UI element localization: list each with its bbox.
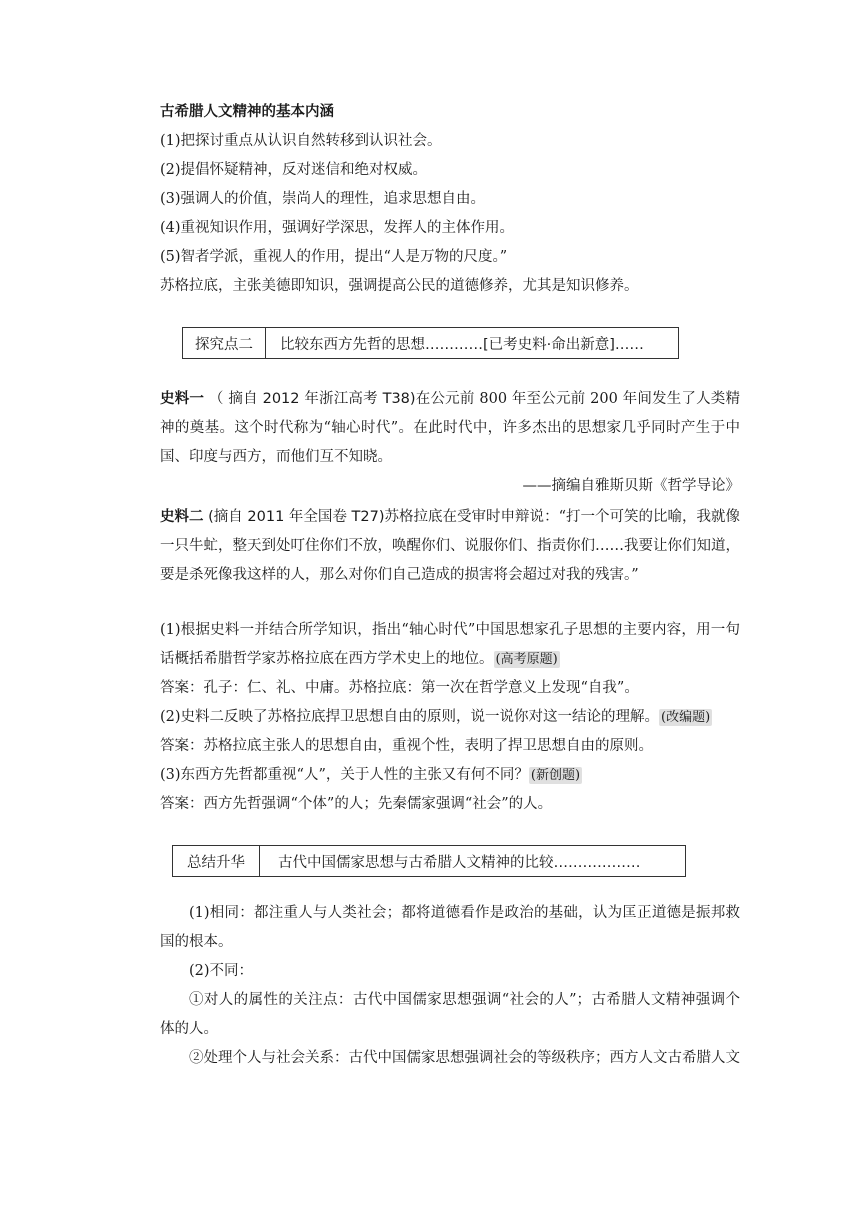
source-credit: ——摘编自雅斯贝斯《哲学导论》 [522, 478, 740, 494]
question-text: (3)东西方先哲都重视“人”，关于人性的主张又有何不同？ [160, 767, 529, 783]
question [160, 761, 740, 790]
question-badge: (新创题) [530, 768, 581, 783]
answer: 答案：孔子：仁、礼、中庸。苏格拉底：第一次在哲学意义上发现“自我”。 [160, 680, 639, 696]
source-citation: (摘自 2011 年全国卷 T27) [208, 509, 385, 525]
question [160, 703, 740, 732]
question-badge: (改编题) [661, 710, 711, 725]
question [160, 616, 740, 674]
list-item: (5)智者学派，重视人的作用，提出“人是万物的尺度。” [160, 249, 508, 265]
section-title: 古希腊人文精神的基本内涵 [160, 104, 334, 120]
explore-box [182, 327, 679, 359]
answer: 答案：苏格拉底主张人的思想自由，重视个性，表明了捍卫思想自由的原则。 [160, 738, 653, 754]
list-item: (2)提倡怀疑精神，反对迷信和绝对权威。 [160, 162, 428, 178]
summary-paragraph: ①对人的属性的关注点：古代中国儒家思想强调“社会的人”；古希腊人文精神强调个体的人。 [160, 992, 740, 1037]
summary-box [172, 845, 686, 877]
source-label: 史料二 [160, 509, 204, 525]
source-two [160, 503, 740, 590]
document-page [160, 98, 740, 1073]
source-citation: （ 摘自 2012 年浙江高考 T38) [208, 391, 416, 407]
summary-paragraph: (2)不同： [189, 963, 254, 979]
box-text: 古代中国儒家思想与古希腊人文精神的比较……………… [278, 854, 641, 871]
question-badge: (高考原题) [495, 652, 558, 667]
summary-paragraph: ②处理个人与社会关系：古代中国儒家思想强调社会的等级秩序；西方人文古希腊人文 [189, 1050, 740, 1066]
list-item: 苏格拉底，主张美德即知识，强调提高公民的道德修养，尤其是知识修养。 [160, 278, 639, 294]
source-one [160, 385, 740, 472]
box-tag: 探究点二 [183, 328, 266, 358]
question-text: (2)史料二反映了苏格拉底捍卫思想自由的原则，说一说你对这一结论的理解。 [160, 709, 660, 725]
question-text: (1)根据史料一并结合所学知识，指出“轴心时代”中国思想家孔子思想的主要内容，用一句话概括希腊哲学家苏格拉底在西方学术史上的地位。 [160, 622, 740, 667]
source-text: 在公元前 800 年至公元前 200 年间发生了人类精神的奠基。这个时代称为“轴心时代”。在此时代中，许多杰出的思想家几乎同时产生于中国、印度与西方，而他们互不知晓。 [160, 391, 740, 465]
summary-paragraph: (1)相同：都注重人与人类社会；都将道德看作是政治的基础，认为匡正道德是振邦救国的根本。 [160, 905, 740, 950]
list-item: (3)强调人的价值，崇尚人的理性，追求思想自由。 [160, 191, 486, 207]
box-tag: 总结升华 [173, 846, 260, 876]
list-item: (1)把探讨重点从认识自然转移到认识社会。 [160, 133, 442, 149]
answer: 答案：西方先哲强调“个体”的人；先秦儒家强调“社会”的人。 [160, 796, 553, 812]
source-label: 史料一 [160, 391, 205, 407]
box-text: 比较东西方先哲的思想…………[已考史料·命出新意]…… [280, 336, 644, 353]
list-item: (4)重视知识作用，强调好学深思，发挥人的主体作用。 [160, 220, 515, 236]
source-text: 苏格拉底在受审时申辩说：“打一个可笑的比喻，我就像一只牛虻，整天到处叮住你们不放，唤醒你们、说服你们、指责你们……我要让你们知道，要是杀死像我这样的人，那么对你们自己造成的损害将会超过对我的残害。” [160, 509, 741, 583]
